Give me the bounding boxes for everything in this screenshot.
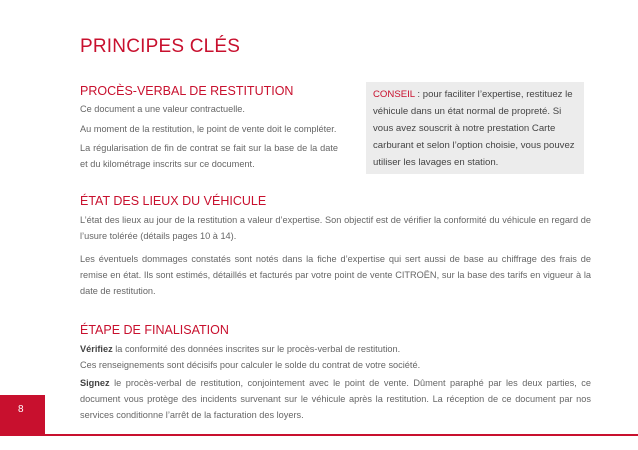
- keyword-signez: Signez: [80, 378, 110, 388]
- item-text: le procès-verbal de restitution, conjointement avec le point de vente. Dûment paraphé par les deux parties, ce document vous protège des incidents survenant sur le véhicule après la restitution. La réception de ce document par nos services conditionne l’arrêt de la facturation des loyers.: [80, 378, 591, 420]
- keyword-verifiez: Vérifiez: [80, 344, 113, 354]
- conseil-body: : pour faciliter l’expertise, restituez le véhicule dans un état normal de propreté. Si vous avez souscrit à notre prestation Carte carburant et selon l’option choisie, vous pouvez utiliser les lavages en station.: [373, 89, 575, 168]
- conseil-keyword: CONSEIL: [373, 89, 415, 100]
- finalisation-item-signez: [80, 375, 591, 423]
- conseil-callout-text: [373, 86, 579, 171]
- paragraph: Ce document a une valeur contractuelle.: [80, 104, 245, 114]
- item-text: la conformité des données inscrites sur le procès-verbal de restitution.: [112, 344, 401, 354]
- page-title: PRINCIPES CLÉS: [80, 36, 241, 57]
- paragraph: L’état des lieux au jour de la restitution a valeur d’expertise. Son objectif est de vérifier la conformité du véhicule en regard de l’usure tolérée (détails pages 10 à 14).: [80, 215, 591, 241]
- section-title-finalisation: ÉTAPE DE FINALISATION: [80, 323, 229, 337]
- item-text-line2: Ces renseignements sont décisifs pour calculer le solde du contrat de votre société.: [80, 360, 421, 370]
- section-title-proces-verbal: PROCÈS-VERBAL DE RESTITUTION: [80, 84, 294, 98]
- page-number: 8: [18, 404, 24, 415]
- finalisation-item-verifiez: [80, 341, 591, 373]
- section-title-etat-des-lieux: ÉTAT DES LIEUX DU VÉHICULE: [80, 194, 267, 208]
- paragraph: La régularisation de fin de contrat se fait sur la base de la date et du kilométrage inscrits sur ce document.: [80, 143, 338, 169]
- footer-rule: [0, 434, 638, 436]
- page-number-tab: [0, 395, 45, 435]
- paragraph: Au moment de la restitution, le point de vente doit le compléter.: [80, 124, 337, 134]
- paragraph: Les éventuels dommages constatés sont notés dans la fiche d’expertise qui sert aussi de base au chiffrage des frais de remise en état. Ils sont estimés, détaillés et facturés par votre point de vente CITROËN, sur la base des tarifs en vigueur à la date de restitution.: [80, 254, 591, 296]
